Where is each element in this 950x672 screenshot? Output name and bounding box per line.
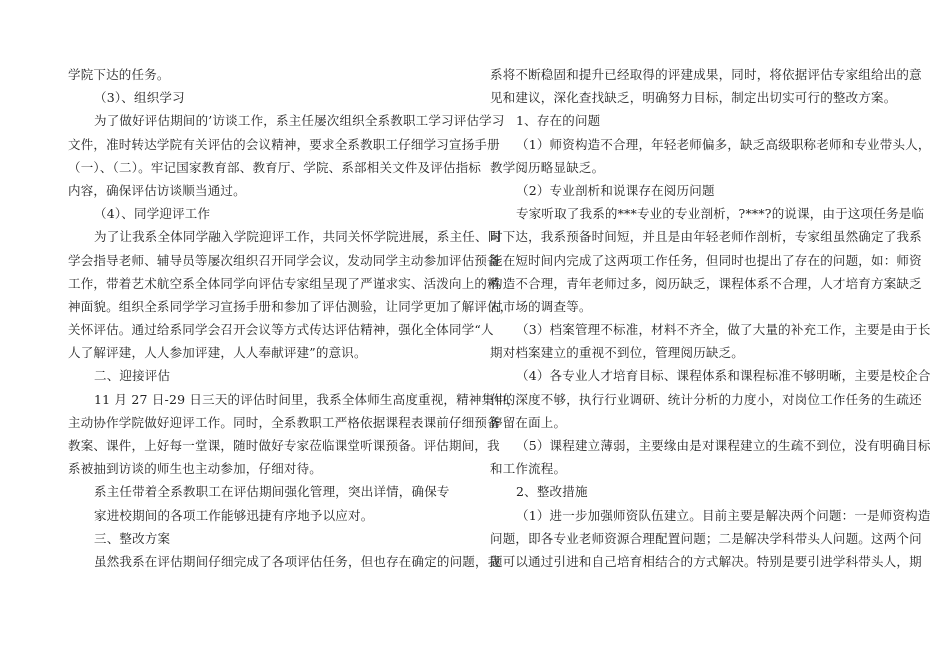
text-line: （5）课程建立薄弱，主要缘由是对课程建立的生疏不到位，没有明确目标 [516, 438, 931, 453]
text-line: （2）专业剖析和说课存在阅历问题 [516, 182, 715, 198]
text-line: 工作，带着艺术航空系全体同学向评估专家组呈现了严谨求实、活泼向上的精 [68, 275, 500, 291]
text-line: 题可以通过引进和自己培育相结合的方式解决。特别是要引进学科带头人，期 [490, 553, 922, 569]
text-line: （3）、组织学习 [94, 90, 185, 106]
text-line: 系被抽到访谈的师生也主动参加，仔细对待。 [68, 461, 323, 477]
text-line: （1）进一步加强师资队伍建立。目前主要是解决两个问题：一是师资构造 [516, 507, 931, 523]
text-line: 系主任带着全系教职工在评估期间强化管理，突出详情，确保专 [94, 484, 450, 500]
text-line: 为了让我系全体同学融入学院迎评工作，共同关怀学院进展，系主任、同 [94, 229, 501, 245]
text-line: 对市场的调查等。 [490, 298, 592, 314]
text-line: 神面貌。组织全系同学学习宣扬手册和参加了评估测验，让同学更加了解评估， [68, 298, 513, 314]
text-line: 见和建议，深化查找缺乏，明确努力目标，制定出切实可行的整改方案。 [490, 90, 897, 106]
text-line: 11 月 27 日-29 日三天的评估时间里，我系全体师生高度重视，精神集中， [94, 391, 520, 407]
text-line: 主动协作学院做好迎评工作。同时，全系教职工严格依据课程表课前仔细预备 [68, 414, 500, 430]
left-text-column [68, 63, 520, 573]
right-text-column [490, 63, 931, 573]
text-line: 能在短时间内完成了这两项工作任务，但同时也提出了存在的问题，如：师资 [490, 252, 922, 268]
text-line: 系将不断稳固和提升已经取得的评建成果，同时，将依据评估专家组给出的意 [490, 67, 922, 82]
text-line: 教学阅历略显缺乏。 [490, 159, 605, 175]
text-line: 二、迎接评估 [94, 368, 171, 384]
text-line: 内容，确保评估访谈顺当通过。 [68, 182, 246, 198]
text-line: 构造不合理，青年老师过多，阅历缺乏，课程体系不合理，人才培育方案缺乏 [490, 275, 922, 291]
text-line: 作的深度不够，执行行业调研、统计分析的力度小，对岗位工作任务的生疏还 [490, 391, 922, 407]
text-line: 专家听取了我系的***专业的专业剖析，?***?的说课，由于这项任务是临 [516, 206, 925, 222]
text-line: 学会指导老师、辅导员等屡次组织召开同学会议，发动同学主动参加评估预备 [68, 252, 500, 268]
text-line: （4）、同学迎评工作 [94, 206, 211, 222]
text-line: （3）档案管理不标准，材料不齐全，做了大量的补充工作，主要是由于长 [516, 322, 931, 338]
text-line: 教案、课件，上好每一堂课，随时做好专家莅临课堂听课预备。评估期间，我 [68, 438, 500, 453]
text-line: 问题，即各专业老师资源合理配置问题；二是解决学科带头人问题。这两个问 [490, 530, 922, 546]
text-line: 1、存在的问题 [516, 113, 601, 129]
text-line: 2、整改措施 [516, 484, 588, 500]
text-line: 人了解评建，人人参加评建，人人奉献评建”的意识。 [68, 345, 367, 361]
text-line: （一）、（二）。牢记国家教育部、教育厅、学院、系部相关文件及评估指标 [68, 159, 482, 175]
text-line: 文件，准时转达学院有关评估的会议精神，要求全系教职工仔细学习宣扬手册 [68, 136, 500, 152]
text-line: （4）各专业人才培育目标、课程体系和课程标准不够明晰，主要是校企合 [516, 368, 931, 384]
text-line: 家进校期间的各项工作能够迅捷有序地予以应对。 [94, 507, 374, 523]
text-line: 三、整改方案 [94, 530, 171, 546]
text-line: （1）师资构造不合理，年轻老师偏多，缺乏高级职称老师和专业带头人， [516, 136, 931, 152]
text-line: 期对档案建立的重视不到位，管理阅历缺乏。 [490, 345, 745, 361]
text-line: 为了做好评估期间的’访谈工作，系主任屡次组织全系教职工学习评估学习 [94, 113, 505, 129]
text-line: 停留在面上。 [490, 414, 567, 430]
text-line: 关怀评估。通过给系同学会召开会议等方式传达评估精神，强化全体同学“人 [68, 322, 494, 338]
text-line: 虽然我系在评估期间仔细完成了各项评估任务，但也存在确定的问题，我 [94, 553, 501, 569]
text-line: 时下达，我系预备时间短，并且是由年轻老师作剖析，专家组虽然确定了我系 [490, 229, 922, 245]
text-line: 学院下达的任务。 [68, 67, 170, 82]
text-line: 和工作流程。 [490, 461, 567, 477]
